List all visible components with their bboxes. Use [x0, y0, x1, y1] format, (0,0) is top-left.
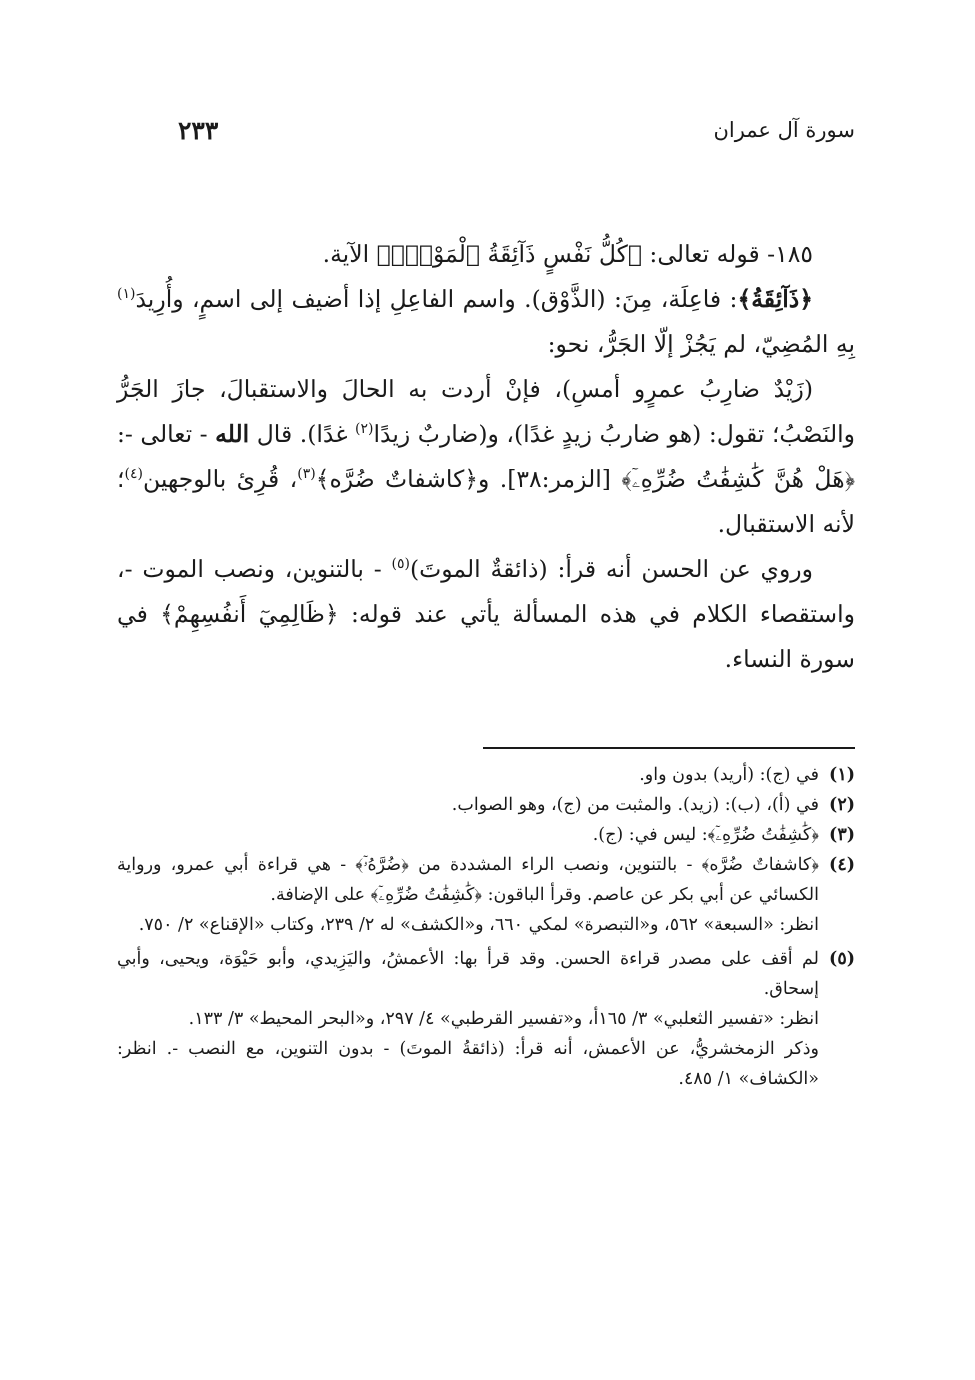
paragraph-hasan [117, 547, 855, 682]
footnote-text: - هي قراءة أبي عمرو، ورواية الكسائي عن أبي بكر عن عاصم. وقرأ الباقون: [117, 855, 819, 905]
footnote-4 [117, 850, 855, 940]
text-run: - بالتنوين، ونصب الموت -، واستقصاء الكلام في هذه المسألة يأتي عند قوله: [117, 555, 855, 628]
footnote-number: (٢) [829, 795, 855, 815]
text-run: : فاعِلَة، مِنَ: (الذَّوْق). واسم الفاعِلِ إذا أضيف إلى اسمٍ، وأُرِيدَ [135, 285, 738, 313]
footnote-text: في (ج): (أريد) بدون واو. [639, 765, 819, 785]
text-run: بِهِ المُضِيّ، لم يَجُزْ إلّا الجَرُّ، نحو: [547, 330, 855, 358]
running-head [178, 112, 855, 148]
footnote-ref: (٣) [297, 466, 316, 483]
text-run: ١٨٥- قوله تعالى: [641, 240, 813, 268]
footnote-number: (٥) [829, 949, 855, 969]
footnote-text: - بالتنوين، ونصب الراء المشددة من [408, 855, 702, 875]
quran-quote: ﴿ضُرَّهُۥٓ﴾ [355, 855, 409, 875]
text-run: [الزمر:٣٨]. و [478, 465, 622, 493]
text-run: ، قُرِئ بالوجهين [142, 465, 298, 493]
page-number: ٢٣٣ [178, 115, 219, 145]
footnote-reference: وذكر الزمخشريُّ، عن الأعمش، أنه قرأ: (ذائقةُ الموتَ) - بدون التنوين، مع النصب -. انظر: «الكشاف» ١/ ٤٨٥. [117, 1039, 819, 1089]
paragraph-dhaiqa [117, 277, 855, 367]
footnote-separator [483, 747, 855, 749]
footnote-1 [117, 760, 855, 790]
footnote-ref: (١) [117, 286, 136, 303]
footnote-5 [117, 944, 855, 1094]
footnote-text: على الإضافة. [270, 885, 371, 905]
surah-name: سورة آل عمران [713, 118, 855, 142]
footnote-ref: (٢) [355, 421, 374, 438]
footnote-ref: (٥) [391, 556, 410, 573]
footnotes [117, 760, 855, 1094]
text-run: الآية. [322, 240, 377, 268]
text-run: (زَيْدٌ ضارِبُ عمرٍو أمسِ)، فإنْ أردت به الحالَ والاستقبالَ، جازَ الجَرُّ والنَصْبُ؛ تقول: (هو ضاربُ زيدٍ غدًا)، و(ضاربٌ زيدًا [117, 375, 855, 448]
footnote-3 [117, 820, 855, 850]
text-run: ؛ لأنه الاستقبال. [117, 465, 855, 538]
footnote-number: (٣) [829, 825, 855, 845]
divine-name: الله [215, 420, 250, 448]
text-run: - تعالى -: [117, 420, 216, 448]
text-run: في سورة النساء. [117, 600, 855, 673]
footnote-number: (١) [829, 765, 855, 785]
footnote-text: لم أقف على مصدر قراءة الحسن. وقد قرأ بها: الأعمشُ، واليَزِيدي، وأبو حَيْوَة، ويحيى، وأبي إسحاق. [117, 949, 819, 999]
text-run: غدًا). قال [249, 420, 356, 448]
footnote-text: في (أ)، (ب): (زيد). والمثبت من (ج)، وهو الصواب. [451, 795, 819, 815]
footnote-number: (٤) [829, 855, 855, 875]
quran-quote: ﴿كَٰشِفَٰتُ ضُرِّهِۦٓ﴾ [707, 825, 819, 845]
quran-quote: ﴿ظَالِمِيٓ أَنفُسِهِمْ﴾ [160, 600, 339, 628]
footnote-reference: انظر: «السبعة» ٥٦٢، و«التبصرة» لمكي ٦٦٠، و«الكشف» له ٢/ ٢٣٩، وكتاب «الإقناع» ٢/ ٧٥٠. [138, 915, 819, 935]
paragraph-185 [117, 232, 855, 277]
quran-quote: ﴿كَٰشِفَٰتُ ضُرِّهِۦٓ﴾ [370, 885, 483, 905]
quran-quote: ﴿ذَآئِقَةُ﴾ [737, 285, 813, 313]
text-run: وروي عن الحسن أنه قرأ: (ذائقةٌ الموتَ) [409, 555, 813, 583]
main-text [117, 232, 855, 682]
quran-quote: ﴿هَلْ هُنَّ كَٰشِفَٰتُ ضُرِّهِۦٓ﴾ [621, 465, 856, 493]
paragraph-example [117, 367, 855, 547]
footnote-reference: انظر: «تفسير الثعلبي» ٣/ ١٦٥أ، و«تفسير القرطبي» ٤/ ٢٩٧، و«البحر المحيط» ٣/ ١٣٣. [188, 1009, 819, 1029]
quran-quote: ﴿كاشفاتٌ ضُرَّه﴾ [315, 465, 479, 493]
quran-quote: ﴿كاشفاتٌ ضُرَّه﴾ [701, 855, 819, 875]
footnote-text: : ليس في: (ج). [592, 825, 708, 845]
footnote-2 [117, 790, 855, 820]
quran-quote: ﴿كُلُّ نَفْسٍ ذَآئِقَةُ ٱلْمَوْتِۗ﴾ [376, 240, 642, 268]
footnote-ref: (٤) [124, 466, 143, 483]
